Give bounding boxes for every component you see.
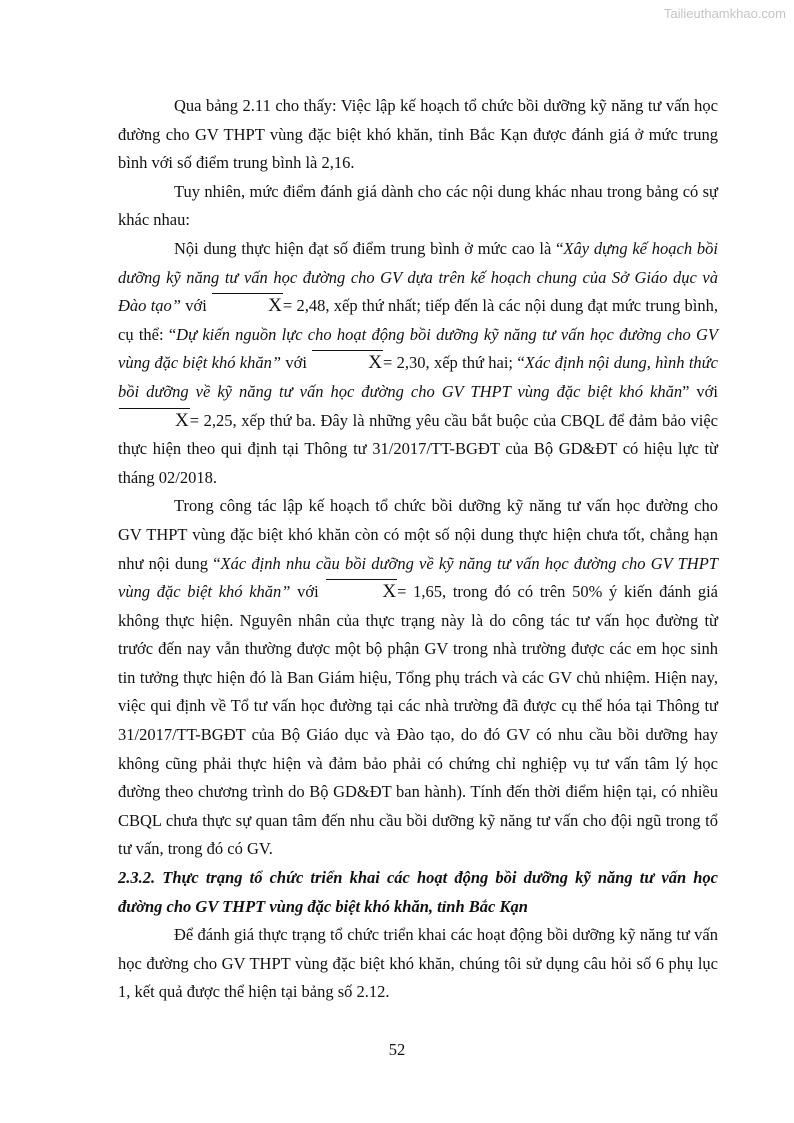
text-run: = 2,25, xếp thứ ba. Đây là những yêu cầu bắt buộc của CBQL để đảm bảo việc thực hiện theo qui định tại Thông tư 31/2017/TT-BGĐT của Bộ GD&ĐT có hiệu lực từ tháng 02/2018.	[118, 410, 718, 487]
quoted-item: Xây dựng kế hoạch bồi dưỡng kỹ năng tư vấn học đường cho GV dựa trên kế hoạch chung của Sở Giáo dục và Đào tạo”	[118, 238, 718, 316]
text-run: = 2,48, xếp thứ nhất; tiếp đến là các nội dung đạt mức trung bình, cụ thể: “	[118, 296, 718, 344]
text-run: với	[281, 353, 312, 373]
paragraph-summary: Qua bảng 2.11 cho thấy: Việc lập kế hoạch tổ chức bồi dưỡng kỹ năng tư vấn học đường cho GV THPT vùng đặc biệt khó khăn, tỉnh Bắc Kạn được đánh giá ở mức trung bình với số điểm trung bình là 2,16.	[118, 96, 718, 173]
mean-symbol: X	[311, 353, 383, 372]
text-run: Nội dung thực hiện đạt số điểm trung bình ở mức cao là “	[174, 238, 564, 258]
section-heading: 2.3.2. Thực trạng tổ chức triển khai các hoạt động bồi dưỡng kỹ năng tư vấn học đường cho GV THPT vùng đặc biệt khó khăn, tỉnh Bắc Kạn	[118, 868, 718, 916]
paragraph-high-scores	[118, 235, 718, 492]
text-run: Trong công tác lập kế hoạch tổ chức bồi dưỡng kỹ năng tư vấn học đường cho GV THPT vùng đặc biệt khó khăn còn có một số nội dung thực hiện chưa tốt, chẳng hạn như nội dung “	[118, 496, 718, 573]
quoted-item: Xác định nhu cầu bồi dưỡng về kỹ năng tư vấn học đường cho GV THPT vùng đặc biệt khó khăn”	[118, 553, 718, 602]
mean-symbol: X	[325, 582, 397, 601]
mean-symbol: X	[118, 411, 190, 430]
paragraph-intro-table: Để đánh giá thực trạng tổ chức triển khai các hoạt động bồi dưỡng kỹ năng tư vấn học đường cho GV THPT vùng đặc biệt khó khăn, chúng tôi sử dụng câu hỏi số 6 phụ lục 1, kết quả được thể hiện tại bảng số 2.12.	[118, 925, 718, 1002]
paragraph-differences: Tuy nhiên, mức điểm đánh giá dành cho các nội dung khác nhau trong bảng có sự khác nhau:	[118, 181, 718, 230]
page-number: 52	[388, 1040, 406, 1059]
text-run: = 1,65, trong đó có trên 50% ý kiến đánh giá không thực hiện. Nguyên nhân của thực trạng này là do công tác tư vấn học đường từ trước đến nay vẫn thường được một bộ phận GV trong nhà trường được các em học sinh tin tưởng thực hiện đó là Ban Giám hiệu, Tổng phụ trách và các GV chủ nhiệm. Hiện nay, việc qui định về Tổ tư vấn học đường tại các nhà trường đã được cụ thể hóa tại Thông tư 31/2017/TT-BGĐT của Bộ Giáo dục và Đào tạo, do đó GV có nhu cầu bồi dưỡng hay không cũng phải thực hiện và đảm bảo phải có chứng chỉ nghiệp vụ tư vấn tâm lý học đường theo chương trình do Bộ GD&ĐT ban hành). Tính đến thời điểm hiện tại, có nhiều CBQL chưa thực sự quan tâm đến nhu cầu bồi dưỡng kỹ năng tư vấn cho đội ngũ trong tổ tư vấn, trong đó có GV.	[118, 582, 718, 859]
quoted-item: Xác định nội dung, hình thức bồi dưỡng về kỹ năng tư vấn học đường cho GV THPT vùng đặc biệt khó khăn	[118, 353, 719, 401]
text-run: với	[180, 296, 212, 316]
mean-symbol: X	[211, 296, 283, 315]
text-run: = 2,30, xếp thứ hai; “	[383, 353, 525, 373]
watermark: Tailieuthamkhao.com	[663, 6, 786, 21]
page-body	[118, 92, 718, 1007]
quoted-item: Dự kiến nguồn lực cho hoạt động bồi dưỡng kỹ năng tư vấn học đường cho GV vùng đặc biệt khó khăn”	[118, 324, 718, 373]
text-run: với	[290, 582, 326, 602]
paragraph-low-scores	[118, 492, 718, 864]
text-run: ” với	[682, 381, 718, 401]
